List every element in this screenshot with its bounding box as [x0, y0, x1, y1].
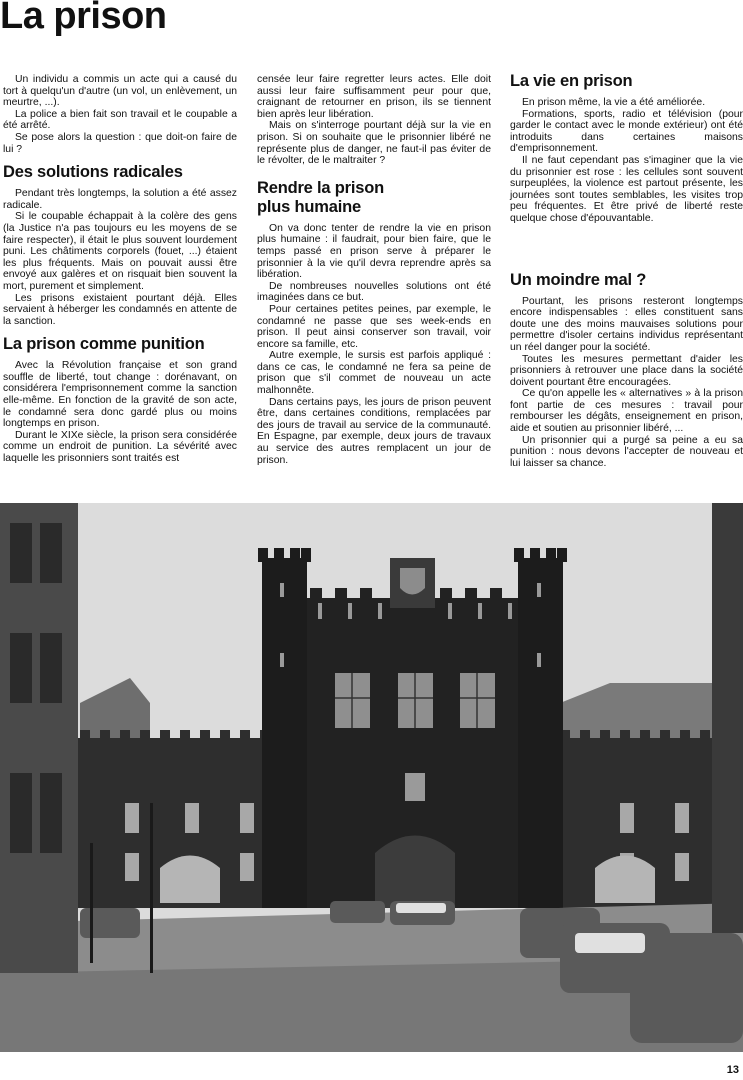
column-1: [3, 74, 237, 465]
prison-photograph: [0, 503, 743, 1052]
body-paragraph: Si le coupable échappait à la colère des gens (la Justice n'a pas toujours eu les moyens de se faire respecter), il était le plus souvent lourdement puni. Les châtiments corporels (fouet, ...) étaient les plus fréquents. Mais on pouvait aussi être envoyé aux galères et on risquait bien souvent la mort, purement et simplement.: [3, 211, 237, 292]
page-number: 13: [726, 1064, 739, 1076]
body-paragraph: censée leur faire regretter leurs actes. Elle doit aussi leur faire suffisamment peur pour que, craignant de retourner en prison, ils se tiennent bien après leur libération.: [257, 74, 491, 120]
intro-paragraph: Un individu a commis un acte qui a causé du tort à quelqu'un d'autre (un vol, un enlèvement, un meurtre, ...).: [3, 74, 237, 109]
body-paragraph: Un prisonnier qui a purgé sa peine a eu sa punition : nous devons l'accepter de nouveau et lui laisser sa chance.: [510, 434, 743, 469]
body-paragraph: Toutes les mesures permettant d'aider les prisonniers à retrouver une place dans la société doivent pourtant être encouragées.: [510, 353, 743, 388]
section-heading: [257, 179, 491, 217]
body-paragraph: Pourtant, les prisons resteront longtemps encore indispensables : elles constituent sans doute une des moins mauvaises solutions pour permettre d'isoler certains individus représentant un réel danger pour la société.: [510, 295, 743, 353]
body-paragraph: Avec la Révolution française et son grand souffle de liberté, tout change : dorénavant, on considérera l'emprisonnement comme la sanction elle-même. En fonction de la gravité de son acte, le condamné sera donc gardé plus ou moins longtemps en prison.: [3, 360, 237, 430]
body-paragraph: Mais on s'interroge pourtant déjà sur la vie en prison. Si on souhaite que le prisonnier libéré ne représente plus de danger, ne faut-il pas éviter de le révolter, de le maltraiter ?: [257, 120, 491, 167]
page-title: La prison: [0, 0, 167, 37]
body-paragraph: Durant le XIXe siècle, la prison sera considérée comme un endroit de punition. La sévérité avec laquelle les prisonniers sont traités est: [3, 429, 237, 465]
intro-paragraph: La police a bien fait son travail et le coupable a été arrêté.: [3, 108, 237, 132]
body-paragraph: Pour certaines petites peines, par exemple, le condamné ne passe que ses week-ends en prison. Il peut ainsi conserver son travail, voir encore sa famille, etc.: [257, 303, 491, 350]
body-paragraph: Autre exemple, le sursis est parfois appliqué : dans ce cas, le condamné ne fera sa peine de prison que s'il commet de nouveau un acte malhonnête.: [257, 350, 491, 397]
section-heading: La prison comme punition: [3, 335, 205, 354]
body-paragraph: En prison même, la vie a été améliorée.: [522, 97, 706, 108]
column-2: [257, 74, 491, 466]
body-paragraph: De nombreuses nouvelles solutions ont été imaginées dans ce but.: [257, 280, 491, 304]
column-3: [510, 72, 743, 469]
body-paragraph: Les prisons existaient pourtant déjà. Elles servaient à héberger les condamnés en attente de la sanction.: [3, 292, 237, 327]
prison-photo-illustration: [0, 503, 743, 1052]
section-heading-line: Rendre la prison: [257, 178, 384, 197]
body-paragraph: On va donc tenter de rendre la vie en prison plus humaine : il faudrait, pour bien faire, que le temps passé en prison serve à préparer le prisonnier à la vie qu'il devra reprendre après sa libération.: [257, 222, 491, 281]
section-heading: La vie en prison: [510, 72, 633, 90]
body-paragraph: Pendant très longtemps, la solution a été assez radicale.: [3, 188, 237, 211]
body-paragraph: Dans certains pays, les jours de prison peuvent être, dans certaines conditions, remplacées par des jours de travail au service de la communauté. En Espagne, par exemple, deux jours de travaux au service des autres remplacent un jour de prison.: [257, 396, 491, 466]
section-heading: Un moindre mal ?: [510, 270, 647, 289]
column-spacer: [510, 225, 743, 263]
section-heading: Des solutions radicales: [3, 163, 183, 182]
intro-paragraph: Se pose alors la question : que doit-on faire de lui ?: [3, 131, 237, 155]
body-paragraph: Formations, sports, radio et télévision (pour garder le contact avec le monde extérieur) ont été introduits dans certaines maisons d'emprisonnement.: [510, 108, 743, 155]
body-paragraph: Ce qu'on appelle les « alternatives » à la prison font partie de ces mesures : travail pour rembourser les dégâts, enseignement en prison, aide et soutien au prisonnier libéré, ...: [510, 388, 743, 435]
body-paragraph: Il ne faut cependant pas s'imaginer que la vie du prisonnier est rose : les cellules sont souvent surpeuplées, la violence est partout présente, les journées sont toutes semblables, les visites trop peu fréquentes. Et être privé de liberté reste quelque chose d'épouvantable.: [510, 154, 743, 224]
section-heading-line: plus humaine: [257, 197, 361, 216]
